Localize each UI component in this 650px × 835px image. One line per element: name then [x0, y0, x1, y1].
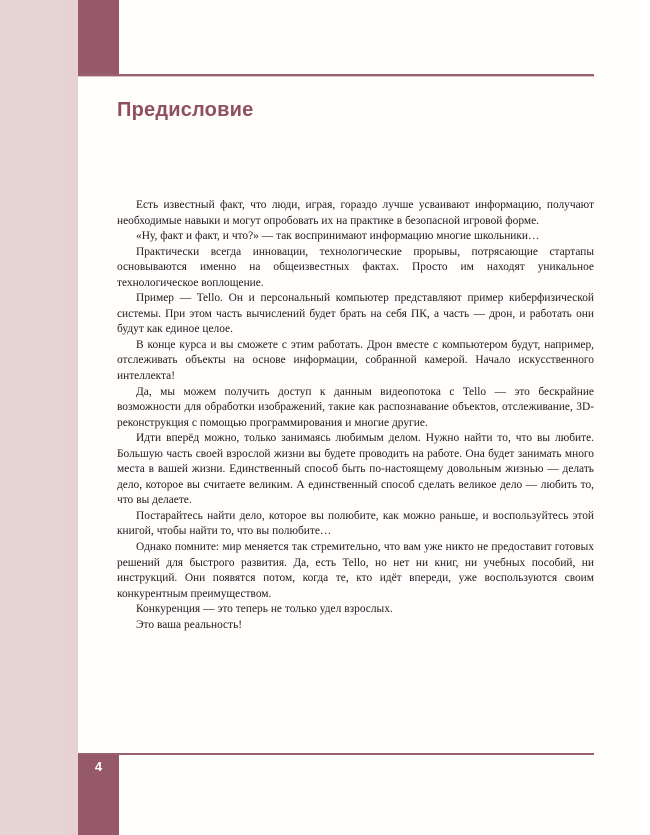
paragraph: Постарайтесь найти дело, которое вы полюбите, как можно раньше, и воспользуйтесь этой книгой, чтобы найти то, что вы полюбите…	[117, 509, 594, 538]
paragraph: «Ну, факт и факт, и что?» — так воспринимают информацию многие школьники…	[136, 230, 540, 243]
paragraph: Идти вперёд можно, только занимаясь любимым делом. Нужно найти то, что вы любите. Большую часть своей взрослой жизни вы будете проводить на работе. Она будет занимать много места в вашей жизни. Единственный способ быть по-настоящему довольным жизнью — делать дело, которое вы считаете великим. А единственный способ сделать великое дело — любить то, что вы делаете.	[117, 432, 594, 507]
footer-rule	[78, 753, 594, 755]
paragraph: Это ваша реальность!	[136, 618, 243, 631]
page-number: 4	[94, 759, 103, 774]
body-text	[117, 198, 594, 633]
paragraph: Практически всегда инновации, технологические прорывы, потрясающие стартапы основываются именно на общеизвестных фактах. Просто им находят уникальное технологическое воплощение.	[117, 245, 594, 289]
paragraph: Пример — Tello. Он и персональный компьютер представляют пример киберфизической системы. При этом часть вычислений будет брать на себя ПК, а часть — дрон, и работать они будут как единое целое.	[117, 292, 594, 336]
header-rule-shadow	[78, 76, 594, 77]
paragraph: Однако помните: мир меняется так стремительно, что вам уже никто не предоставит готовых решений для быстрого развития. Да, есть Tello, но нет ни книг, ни учебных пособий, ни инструкций. Они появятся потом, когда те, кто идёт впереди, уже воспользуются своим конкурентным преимуществом.	[117, 541, 594, 600]
paragraph: В конце курса и вы сможете с этим работать. Дрон вместе с компьютером будут, например, отслеживать объекты на основе информации, собранной камерой. Начало искусственного интеллекта!	[117, 338, 594, 383]
paragraph: Конкуренция — это теперь не только удел взрослых.	[136, 603, 393, 616]
paragraph: Да, мы можем получить доступ к данным видеопотока с Tello — это бескрайние возможности для обработки изображений, такие как распознавание объектов, отслеживание, 3D-реконструкция с помощью программирования и многие другие.	[117, 385, 594, 429]
paragraph: Есть известный факт, что люди, играя, гораздо лучше усваивают информацию, получают необходимые навыки и могут опробовать их на практике в безопасной игровой форме.	[117, 199, 594, 227]
page-title: Предисловие	[117, 99, 254, 122]
gutter-strip	[62, 0, 78, 835]
header-accent-block	[78, 0, 119, 76]
